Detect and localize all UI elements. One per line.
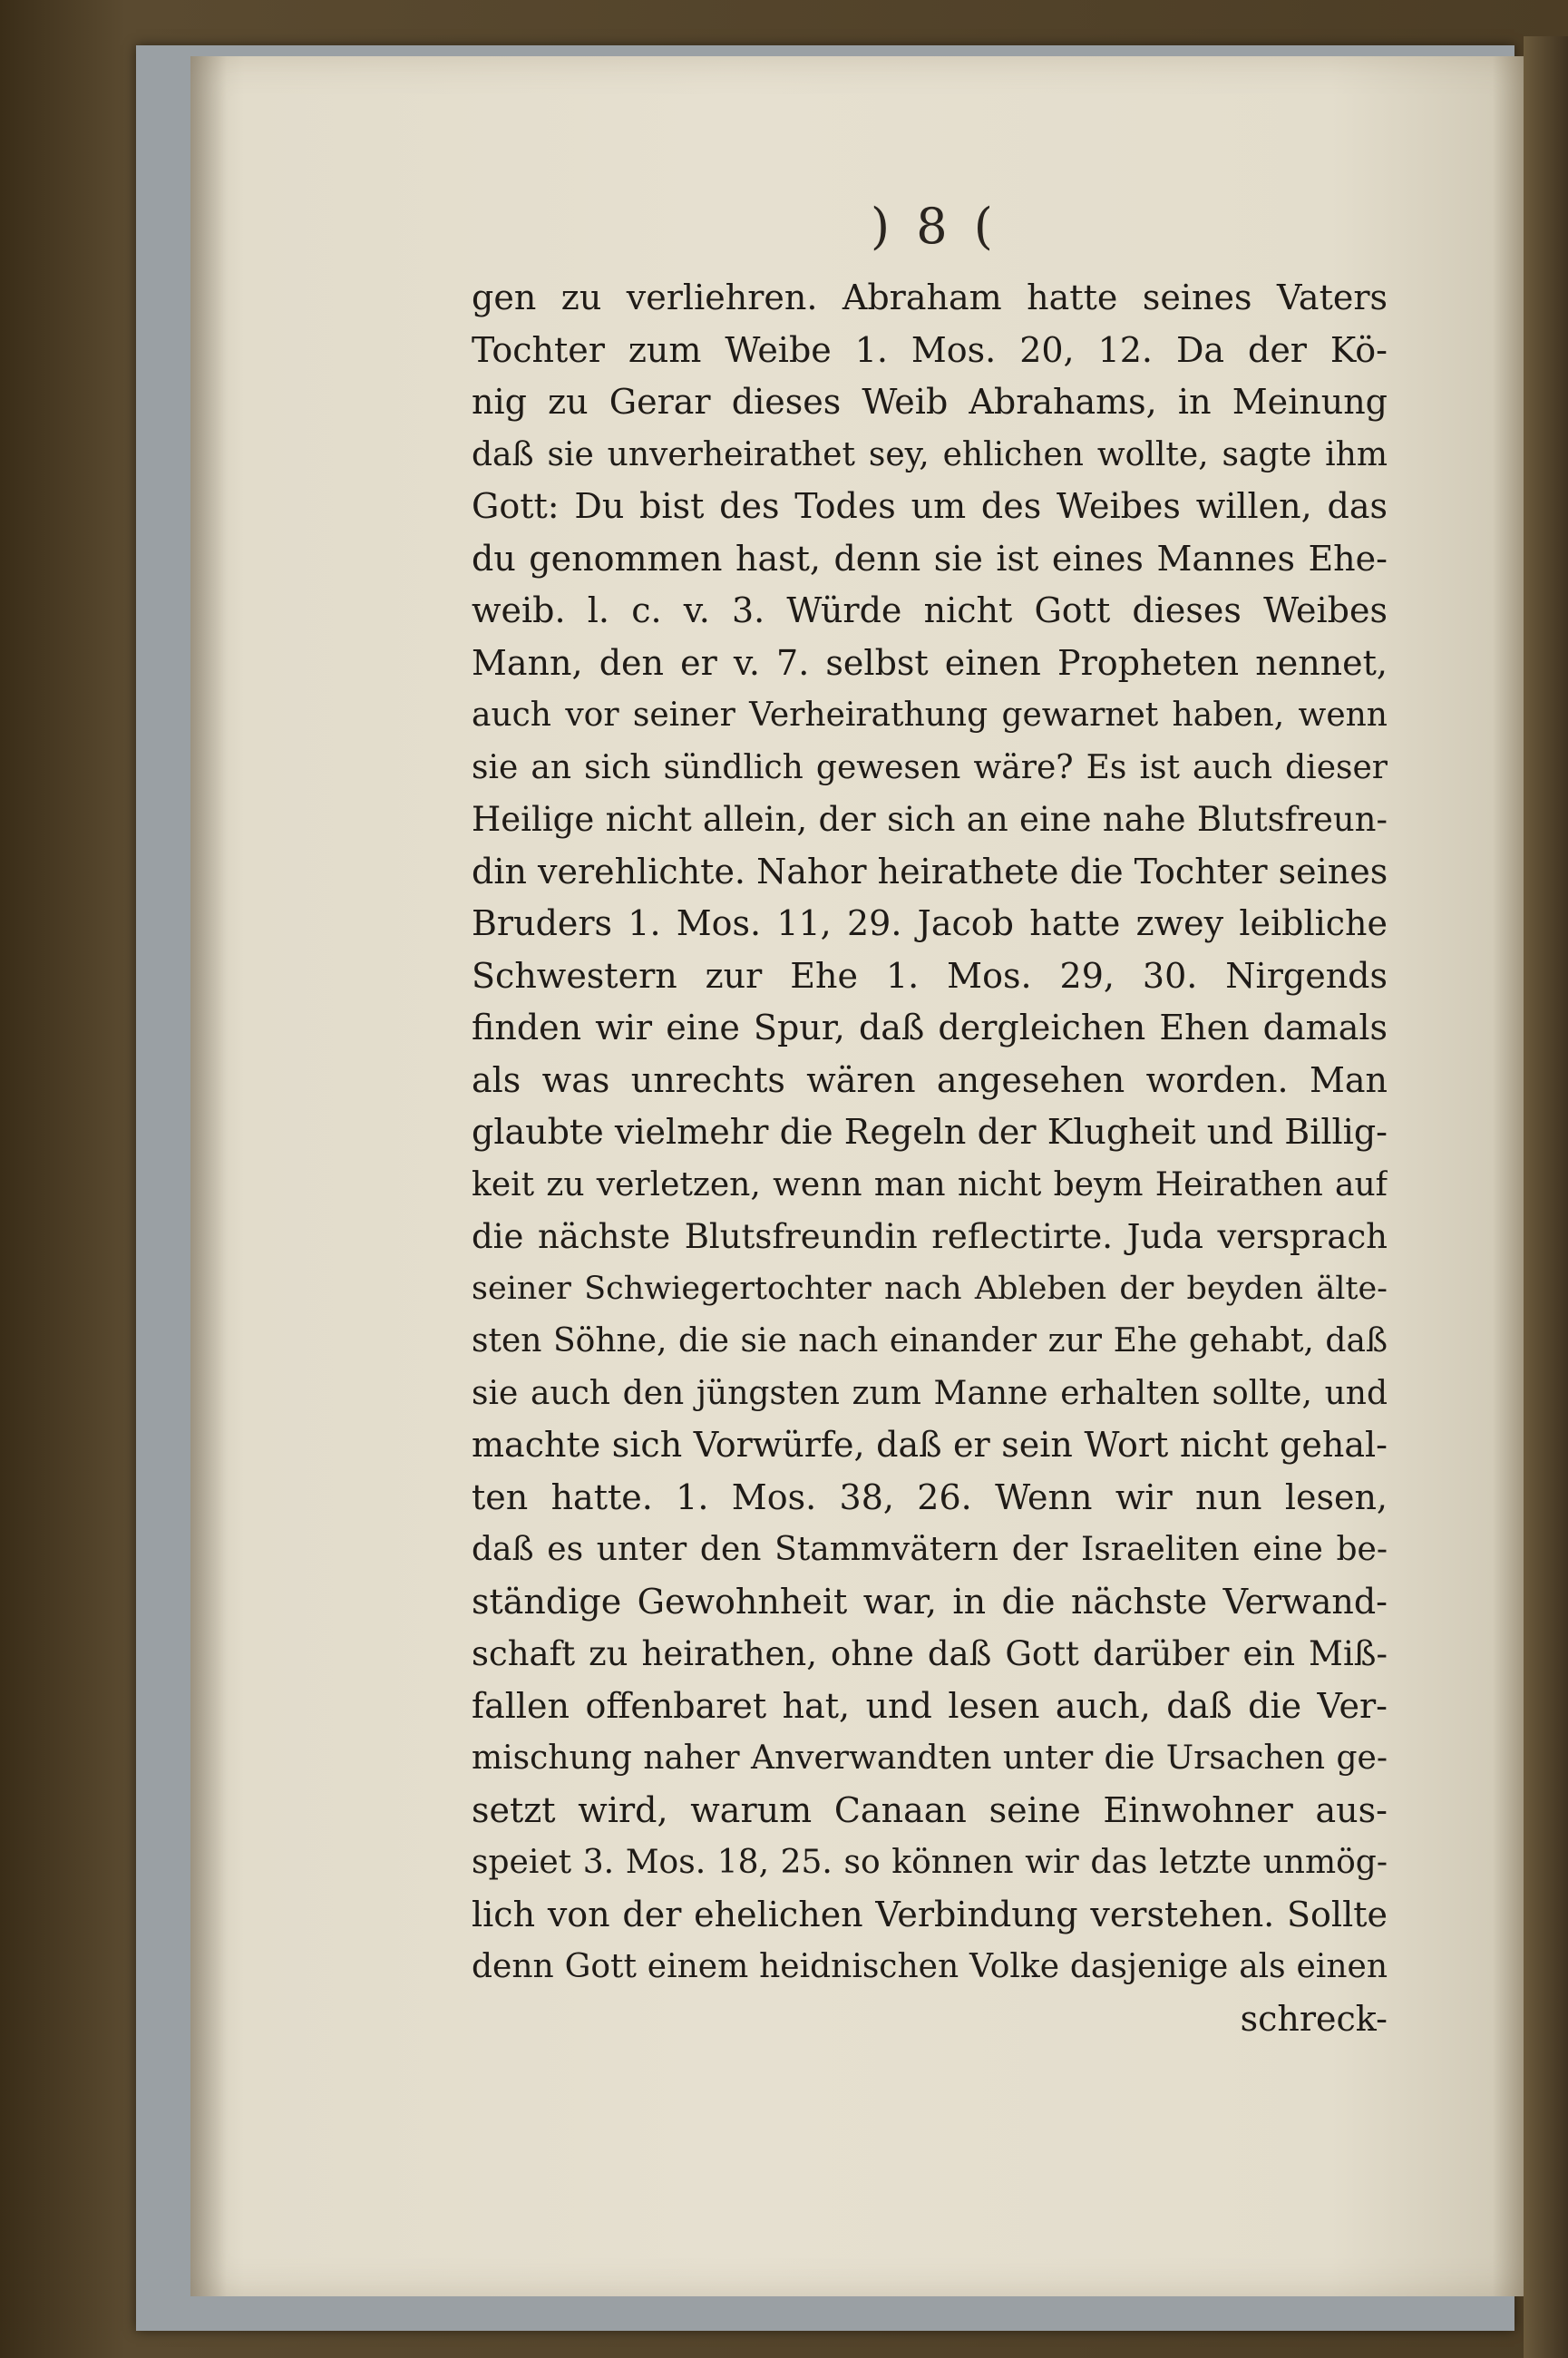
text-line: sten Söhne, die sie nach einander zur Ehe gehabt, daß (472, 1322, 1388, 1359)
text-line: ten hatte. 1. Mos. 38, 26. Wenn wir nun lesen, (472, 1476, 1388, 1517)
text-block (472, 272, 1388, 2045)
text-line: Bruders 1. Mos. 11, 29. Jacob hatte zwey leibliche (472, 903, 1388, 943)
text-line: auch vor seiner Verheirathung gewarnet haben, wenn (472, 697, 1388, 734)
page-gutter-shadow (190, 56, 227, 2296)
catchword: schreck- (1240, 1998, 1388, 2039)
text-line: keit zu verletzen, wenn man nicht beym Heirathen auf (472, 1165, 1388, 1203)
text-line: daß es unter den Stammvätern der Israeliten eine be- (472, 1531, 1388, 1568)
text-line: sie auch den jüngsten zum Manne erhalten sollte, und (472, 1374, 1388, 1412)
text-line: ständige Gewohnheit war, in die nächste Verwand- (472, 1581, 1388, 1622)
text-line: Tochter zum Weibe 1. Mos. 20, 12. Da der Kö- (472, 329, 1388, 370)
text-line: daß sie unverheirathet sey, ehlichen wollte, sagte ihm (472, 435, 1388, 473)
page-number: ) 8 ( (871, 198, 998, 255)
text-line: die nächste Blutsfreundin reflectirte. Juda versprach (472, 1217, 1388, 1256)
text-line: Mann, den er v. 7. selbst einen Propheten nennet, (472, 642, 1388, 683)
text-line: gen zu verliehren. Abraham hatte seines Vaters (472, 278, 1388, 317)
text-line: machte sich Vorwürfe, daß er sein Wort nicht gehal- (472, 1425, 1388, 1465)
text-line: Gott: Du bist des Todes um des Weibes willen, das (472, 486, 1388, 526)
text-line: mischung naher Anverwandten unter die Ursachen ge- (472, 1739, 1388, 1777)
text-line: Heilige nicht allein, der sich an eine nahe Blutsfreun- (472, 800, 1388, 839)
text-line: glaubte vielmehr die Regeln der Klugheit und Billig- (472, 1112, 1388, 1152)
text-line: schaft zu heirathen, ohne daß Gott darüber ein Miß- (472, 1634, 1388, 1673)
text-line: lich von der ehelichen Verbindung verstehen. Sollte (472, 1894, 1388, 1934)
text-line: nig zu Gerar dieses Weib Abrahams, in Meinung (472, 382, 1388, 422)
text-line: setzt wird, warum Canaan seine Einwohner aus- (472, 1789, 1388, 1830)
text-line: Schwestern zur Ehe 1. Mos. 29, 30. Nirgends (472, 955, 1388, 996)
text-line: fallen offenbaret hat, und lesen auch, daß die Ver- (472, 1685, 1388, 1726)
text-line: sie an sich sündlich gewesen wäre? Es ist auch dieser (472, 748, 1388, 786)
text-line: speiet 3. Mos. 18, 25. so können wir das letzte unmög- (472, 1844, 1388, 1881)
text-line: din verehlichte. Nahor heirathete die Tochter seines (472, 851, 1388, 892)
book-edge (1524, 36, 1568, 2358)
text-line: denn Gott einem heidnischen Volke dasjenige als einen (472, 1948, 1388, 1985)
text-line: seiner Schwiegertochter nach Ableben der beyden älte- (472, 1270, 1388, 1307)
text-line: weib. l. c. v. 3. Würde nicht Gott dieses Weibes (472, 590, 1388, 630)
text-line: als was unrechts wären angesehen worden. Man (472, 1059, 1388, 1100)
text-line: finden wir eine Spur, daß dergleichen Ehen damals (472, 1008, 1388, 1047)
text-line: du genommen hast, denn sie ist eines Mannes Ehe- (472, 538, 1388, 579)
